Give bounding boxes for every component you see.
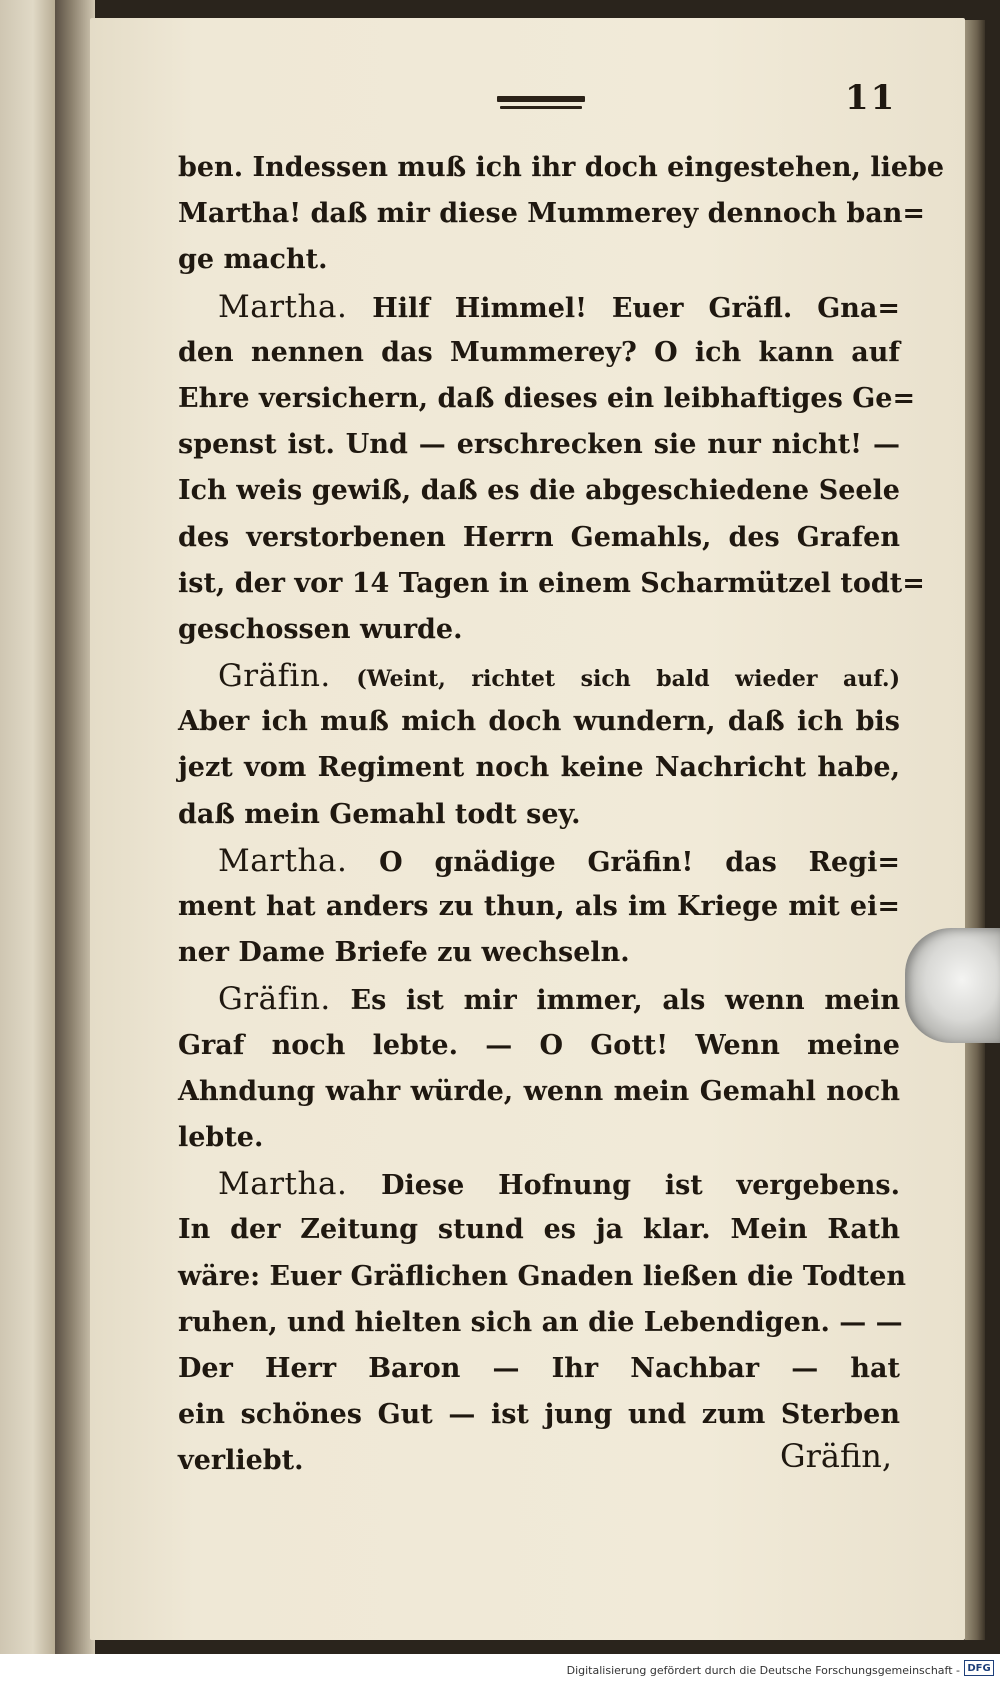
text-line bbox=[178, 515, 900, 561]
text-line bbox=[178, 422, 900, 468]
text-line bbox=[178, 653, 900, 699]
line-text: Ahndung wahr würde, wenn mein Gemahl noch bbox=[178, 1075, 900, 1107]
page-number: 11 bbox=[845, 78, 897, 118]
text-line bbox=[178, 1069, 900, 1115]
text-line bbox=[178, 1023, 900, 1069]
text-line bbox=[178, 976, 900, 1022]
speaker-name: Martha. bbox=[218, 842, 348, 879]
line-text: ment hat anders zu thun, als im Kriege mit ei= bbox=[178, 891, 900, 922]
line-text: daß mein Gemahl todt sey. bbox=[178, 798, 581, 830]
page-clip bbox=[905, 928, 1000, 1043]
text-line bbox=[178, 699, 900, 745]
text-line bbox=[178, 1392, 900, 1438]
speaker-name: Gräfin. bbox=[218, 981, 331, 1018]
text-line bbox=[178, 930, 900, 976]
line-text: Ehre versichern, daß dieses ein leibhaftiges Ge= bbox=[178, 382, 916, 414]
text-line bbox=[178, 145, 945, 191]
line-text: ist, der vor 14 Tagen in einem Scharmützel todt= bbox=[178, 567, 925, 599]
speaker-name: Martha. bbox=[218, 288, 348, 325]
line-text: Diese Hofnung ist vergebens. bbox=[347, 1170, 900, 1202]
line-text: ein schönes Gut — ist jung und zum Sterben bbox=[178, 1399, 900, 1431]
line-text: ge macht. bbox=[178, 244, 328, 276]
text-line bbox=[178, 468, 900, 514]
text-line bbox=[178, 1300, 903, 1346]
text-line bbox=[178, 838, 900, 884]
line-text: Graf noch lebte. — O Gott! Wenn meine bbox=[178, 1029, 900, 1061]
line-text: ben. Indessen muß ich ihr doch eingestehen, liebe bbox=[178, 152, 945, 183]
text-line bbox=[178, 376, 916, 422]
facing-page-edge bbox=[0, 0, 55, 1654]
line-text: Aber ich muß mich doch wundern, daß ich bis bbox=[178, 706, 900, 738]
text-line bbox=[178, 1207, 900, 1253]
line-text: jezt vom Regiment noch keine Nachricht habe, bbox=[178, 752, 900, 784]
text-line bbox=[178, 792, 900, 838]
digitization-credit: Digitalisierung gefördert durch die Deutsche Forschungsgemeinschaft - bbox=[566, 1664, 960, 1677]
text-line bbox=[178, 237, 900, 283]
page-body-text bbox=[178, 145, 945, 1484]
dfg-logo: DFG bbox=[964, 1660, 994, 1676]
text-line bbox=[178, 284, 900, 330]
text-line bbox=[178, 191, 926, 237]
header-rule bbox=[497, 96, 585, 102]
text-line bbox=[178, 1254, 907, 1300]
line-text: Hilf Himmel! Euer Gräfl. Gna= bbox=[347, 292, 900, 324]
line-text: spenst ist. Und — erschrecken sie nur nicht! — bbox=[178, 429, 900, 461]
line-text: Es ist mir immer, als wenn mein bbox=[330, 985, 900, 1017]
line-text: In der Zeitung stund es ja klar. Mein Rath bbox=[178, 1214, 900, 1246]
line-text: des verstorbenen Herrn Gemahls, des Grafen bbox=[178, 521, 900, 553]
line-text: verliebt. bbox=[178, 1445, 304, 1477]
line-text: O gnädige Gräfin! das Regi= bbox=[347, 846, 900, 878]
line-text: wäre: Euer Gräflichen Gnaden ließen die Todten bbox=[178, 1260, 907, 1292]
line-text: Ich weis gewiß, daß es die abgeschiedene Seele bbox=[178, 475, 900, 507]
line-text: ner Dame Briefe zu wechseln. bbox=[178, 937, 630, 969]
text-line bbox=[178, 561, 925, 607]
text-line bbox=[178, 745, 900, 791]
stage-direction: (Weint, richtet sich bald wieder auf.) bbox=[330, 666, 900, 693]
speaker-name: Martha. bbox=[218, 1166, 348, 1203]
text-line bbox=[178, 330, 900, 376]
line-text: Der Herr Baron — Ihr Nachbar — hat bbox=[178, 1352, 900, 1384]
text-line bbox=[178, 1115, 900, 1161]
line-text: den nennen das Mummerey? O ich kann auf bbox=[178, 336, 900, 368]
text-line bbox=[178, 884, 900, 930]
catchword: Gräfin, bbox=[780, 1437, 893, 1475]
speaker-name: Gräfin. bbox=[218, 658, 331, 695]
page-fore-edge bbox=[965, 20, 985, 1640]
line-text: geschossen wurde. bbox=[178, 613, 463, 645]
text-line bbox=[178, 1346, 900, 1392]
line-text: Martha! daß mir diese Mummerey dennoch ban= bbox=[178, 198, 926, 230]
line-text: lebte. bbox=[178, 1121, 264, 1153]
header-rule-thin bbox=[500, 106, 582, 109]
line-text: ruhen, und hielten sich an die Lebendigen. — — bbox=[178, 1306, 903, 1338]
text-line bbox=[178, 1161, 900, 1207]
text-line bbox=[178, 607, 900, 653]
book-gutter bbox=[55, 0, 95, 1654]
